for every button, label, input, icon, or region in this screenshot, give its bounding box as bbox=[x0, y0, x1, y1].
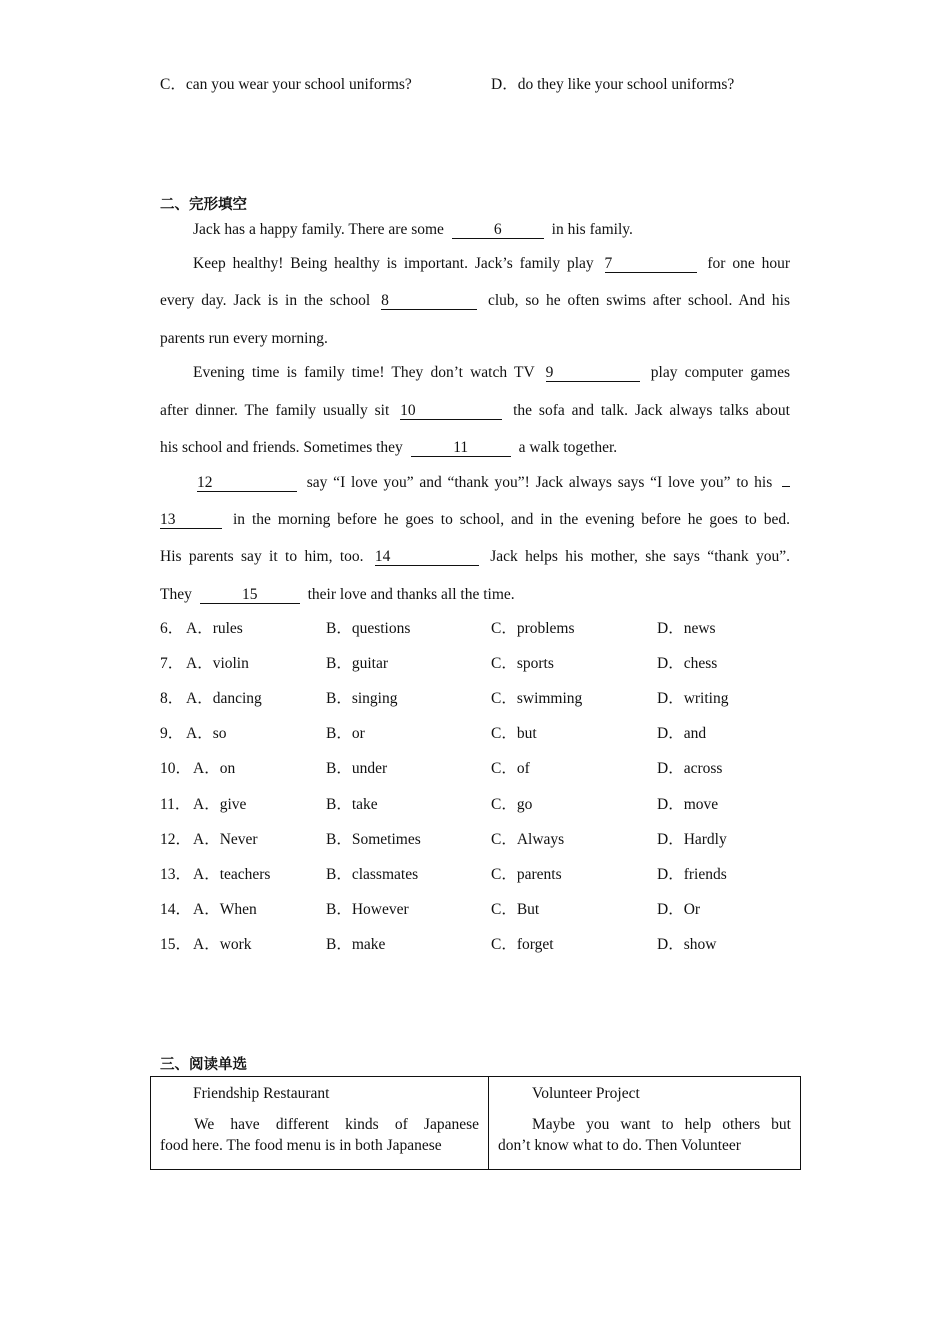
option-d: D．news bbox=[657, 620, 716, 637]
passage-line bbox=[193, 363, 790, 383]
question-number: 12． bbox=[160, 830, 192, 848]
option-b: B．Sometimes bbox=[326, 830, 421, 848]
passage-text: Jack helps his mother, she says “thank you”. bbox=[482, 548, 790, 565]
cell-title: Volunteer Project bbox=[532, 1085, 640, 1102]
option-a: A．so bbox=[186, 725, 227, 743]
option-b: B．under bbox=[326, 760, 388, 778]
question-number: 7． bbox=[160, 655, 184, 673]
blank-8: 8 bbox=[381, 292, 477, 310]
question-number: 6． bbox=[160, 620, 184, 637]
question-number: 9． bbox=[160, 725, 184, 743]
passage-text: in his family. bbox=[547, 221, 633, 238]
cell-title: Friendship Restaurant bbox=[193, 1085, 330, 1102]
section-heading-reading: 三、阅读单选 bbox=[160, 1057, 247, 1073]
passage-text: club, so he often swims after school. And his bbox=[481, 292, 790, 309]
passage-text: their love and thanks all the time. bbox=[303, 586, 515, 603]
blank-continued bbox=[782, 486, 790, 487]
option-d: D．chess bbox=[657, 655, 718, 673]
question-number: 13． bbox=[160, 865, 192, 883]
option-b: B．However bbox=[326, 900, 409, 918]
cell-text: Maybe you want to help others but bbox=[532, 1116, 791, 1133]
cell-text: We have different kinds of Japanese bbox=[194, 1116, 479, 1133]
option-b: B．guitar bbox=[326, 655, 388, 673]
option-b: B．or bbox=[326, 725, 365, 743]
question-number: 8． bbox=[160, 690, 184, 708]
option-b: B．questions bbox=[326, 620, 411, 637]
option-a: A．on bbox=[193, 760, 236, 778]
passage-line bbox=[193, 254, 790, 274]
option-c: C．swimming bbox=[491, 690, 583, 708]
passage-text: play computer games bbox=[643, 364, 790, 381]
passage-text: Evening time is family time! They don’t watch TV bbox=[193, 364, 542, 381]
option-c: C．but bbox=[491, 725, 537, 743]
option-c: C．of bbox=[491, 760, 530, 778]
option-d: D．Hardly bbox=[657, 830, 727, 848]
option-c: C．problems bbox=[491, 620, 575, 637]
passage-text: say “I love you” and “thank you”! Jack always says “I love you” to his bbox=[301, 474, 778, 491]
passage-line bbox=[160, 291, 790, 311]
blank-7: 7 bbox=[605, 255, 697, 273]
option-c: C．forget bbox=[491, 935, 554, 953]
passage-line bbox=[160, 401, 790, 421]
option-d: D．friends bbox=[657, 865, 727, 883]
question-number: 14． bbox=[160, 900, 192, 918]
blank-13: 13 bbox=[160, 511, 222, 529]
passage-text: the sofa and talk. Jack always talks about bbox=[506, 402, 790, 419]
reading-table bbox=[150, 1076, 801, 1170]
option-c: C．sports bbox=[491, 655, 554, 673]
option-d: D．writing bbox=[657, 690, 729, 708]
option-a: A．give bbox=[193, 795, 247, 813]
option-b: B．singing bbox=[326, 690, 398, 708]
option-d: D．do they like your school uniforms? bbox=[491, 76, 735, 93]
question-number: 10． bbox=[160, 760, 192, 778]
passage-line bbox=[160, 510, 790, 530]
blank-9: 9 bbox=[546, 364, 640, 382]
option-a: A．violin bbox=[186, 655, 249, 673]
option-c: C．go bbox=[491, 795, 533, 813]
question-number: 11． bbox=[160, 795, 191, 813]
passage-text: His parents say it to him, too. bbox=[160, 548, 371, 565]
option-b: B．take bbox=[326, 795, 378, 813]
option-c: C．Always bbox=[491, 830, 565, 848]
passage-text: every day. Jack is in the school bbox=[160, 292, 378, 309]
option-d: D．show bbox=[657, 935, 717, 953]
passage-text: for one hour bbox=[700, 255, 791, 272]
passage-line bbox=[160, 585, 790, 605]
passage-line bbox=[160, 329, 790, 349]
option-d: D．across bbox=[657, 760, 723, 778]
option-c: C．parents bbox=[491, 865, 562, 883]
option-c: C．can you wear your school uniforms? bbox=[160, 76, 412, 93]
passage-text: parents run every morning. bbox=[160, 330, 328, 347]
passage-text: They bbox=[160, 586, 196, 603]
cell-text: food here. The food menu is in both Japanese bbox=[160, 1137, 442, 1154]
blank-11: 11 bbox=[411, 439, 511, 457]
passage-line bbox=[193, 220, 790, 240]
option-d: D．Or bbox=[657, 900, 701, 918]
blank-12: 12 bbox=[197, 474, 297, 492]
blank-10: 10 bbox=[400, 402, 502, 420]
option-a: A．dancing bbox=[186, 690, 262, 708]
option-d: D．move bbox=[657, 795, 719, 813]
cell-body bbox=[160, 1114, 479, 1156]
option-a: A．work bbox=[193, 935, 252, 953]
blank-14: 14 bbox=[375, 548, 479, 566]
option-b: B．make bbox=[326, 935, 386, 953]
option-a: A．Never bbox=[193, 830, 258, 848]
passage-text: in the morning before he goes to school, and in the evening before he goes to bed. bbox=[226, 511, 790, 528]
option-a: A．rules bbox=[186, 620, 243, 637]
question-number: 15． bbox=[160, 935, 192, 953]
option-a: A．When bbox=[193, 900, 257, 918]
cell-text: don’t know what to do. Then Volunteer bbox=[498, 1137, 741, 1154]
reading-cell-restaurant bbox=[151, 1077, 489, 1169]
section-heading-cloze: 二、完形填空 bbox=[160, 197, 247, 213]
passage-text: Jack has a happy family. There are some bbox=[193, 221, 448, 238]
blank-6: 6 bbox=[452, 221, 544, 239]
option-d: D．and bbox=[657, 725, 707, 743]
passage-line bbox=[193, 473, 790, 493]
passage-text: after dinner. The family usually sit bbox=[160, 402, 397, 419]
option-b: B．classmates bbox=[326, 865, 419, 883]
passage-line bbox=[160, 438, 790, 458]
blank-15: 15 bbox=[200, 586, 300, 604]
passage-text: his school and friends. Sometimes they bbox=[160, 439, 407, 456]
passage-text: a walk together. bbox=[514, 439, 618, 456]
option-a: A．teachers bbox=[193, 865, 271, 883]
reading-cell-volunteer bbox=[489, 1077, 800, 1169]
option-c: C．But bbox=[491, 900, 540, 918]
passage-line bbox=[160, 547, 790, 567]
cell-body bbox=[498, 1114, 791, 1156]
passage-text: Keep healthy! Being healthy is important. Jack’s family play bbox=[193, 255, 601, 272]
